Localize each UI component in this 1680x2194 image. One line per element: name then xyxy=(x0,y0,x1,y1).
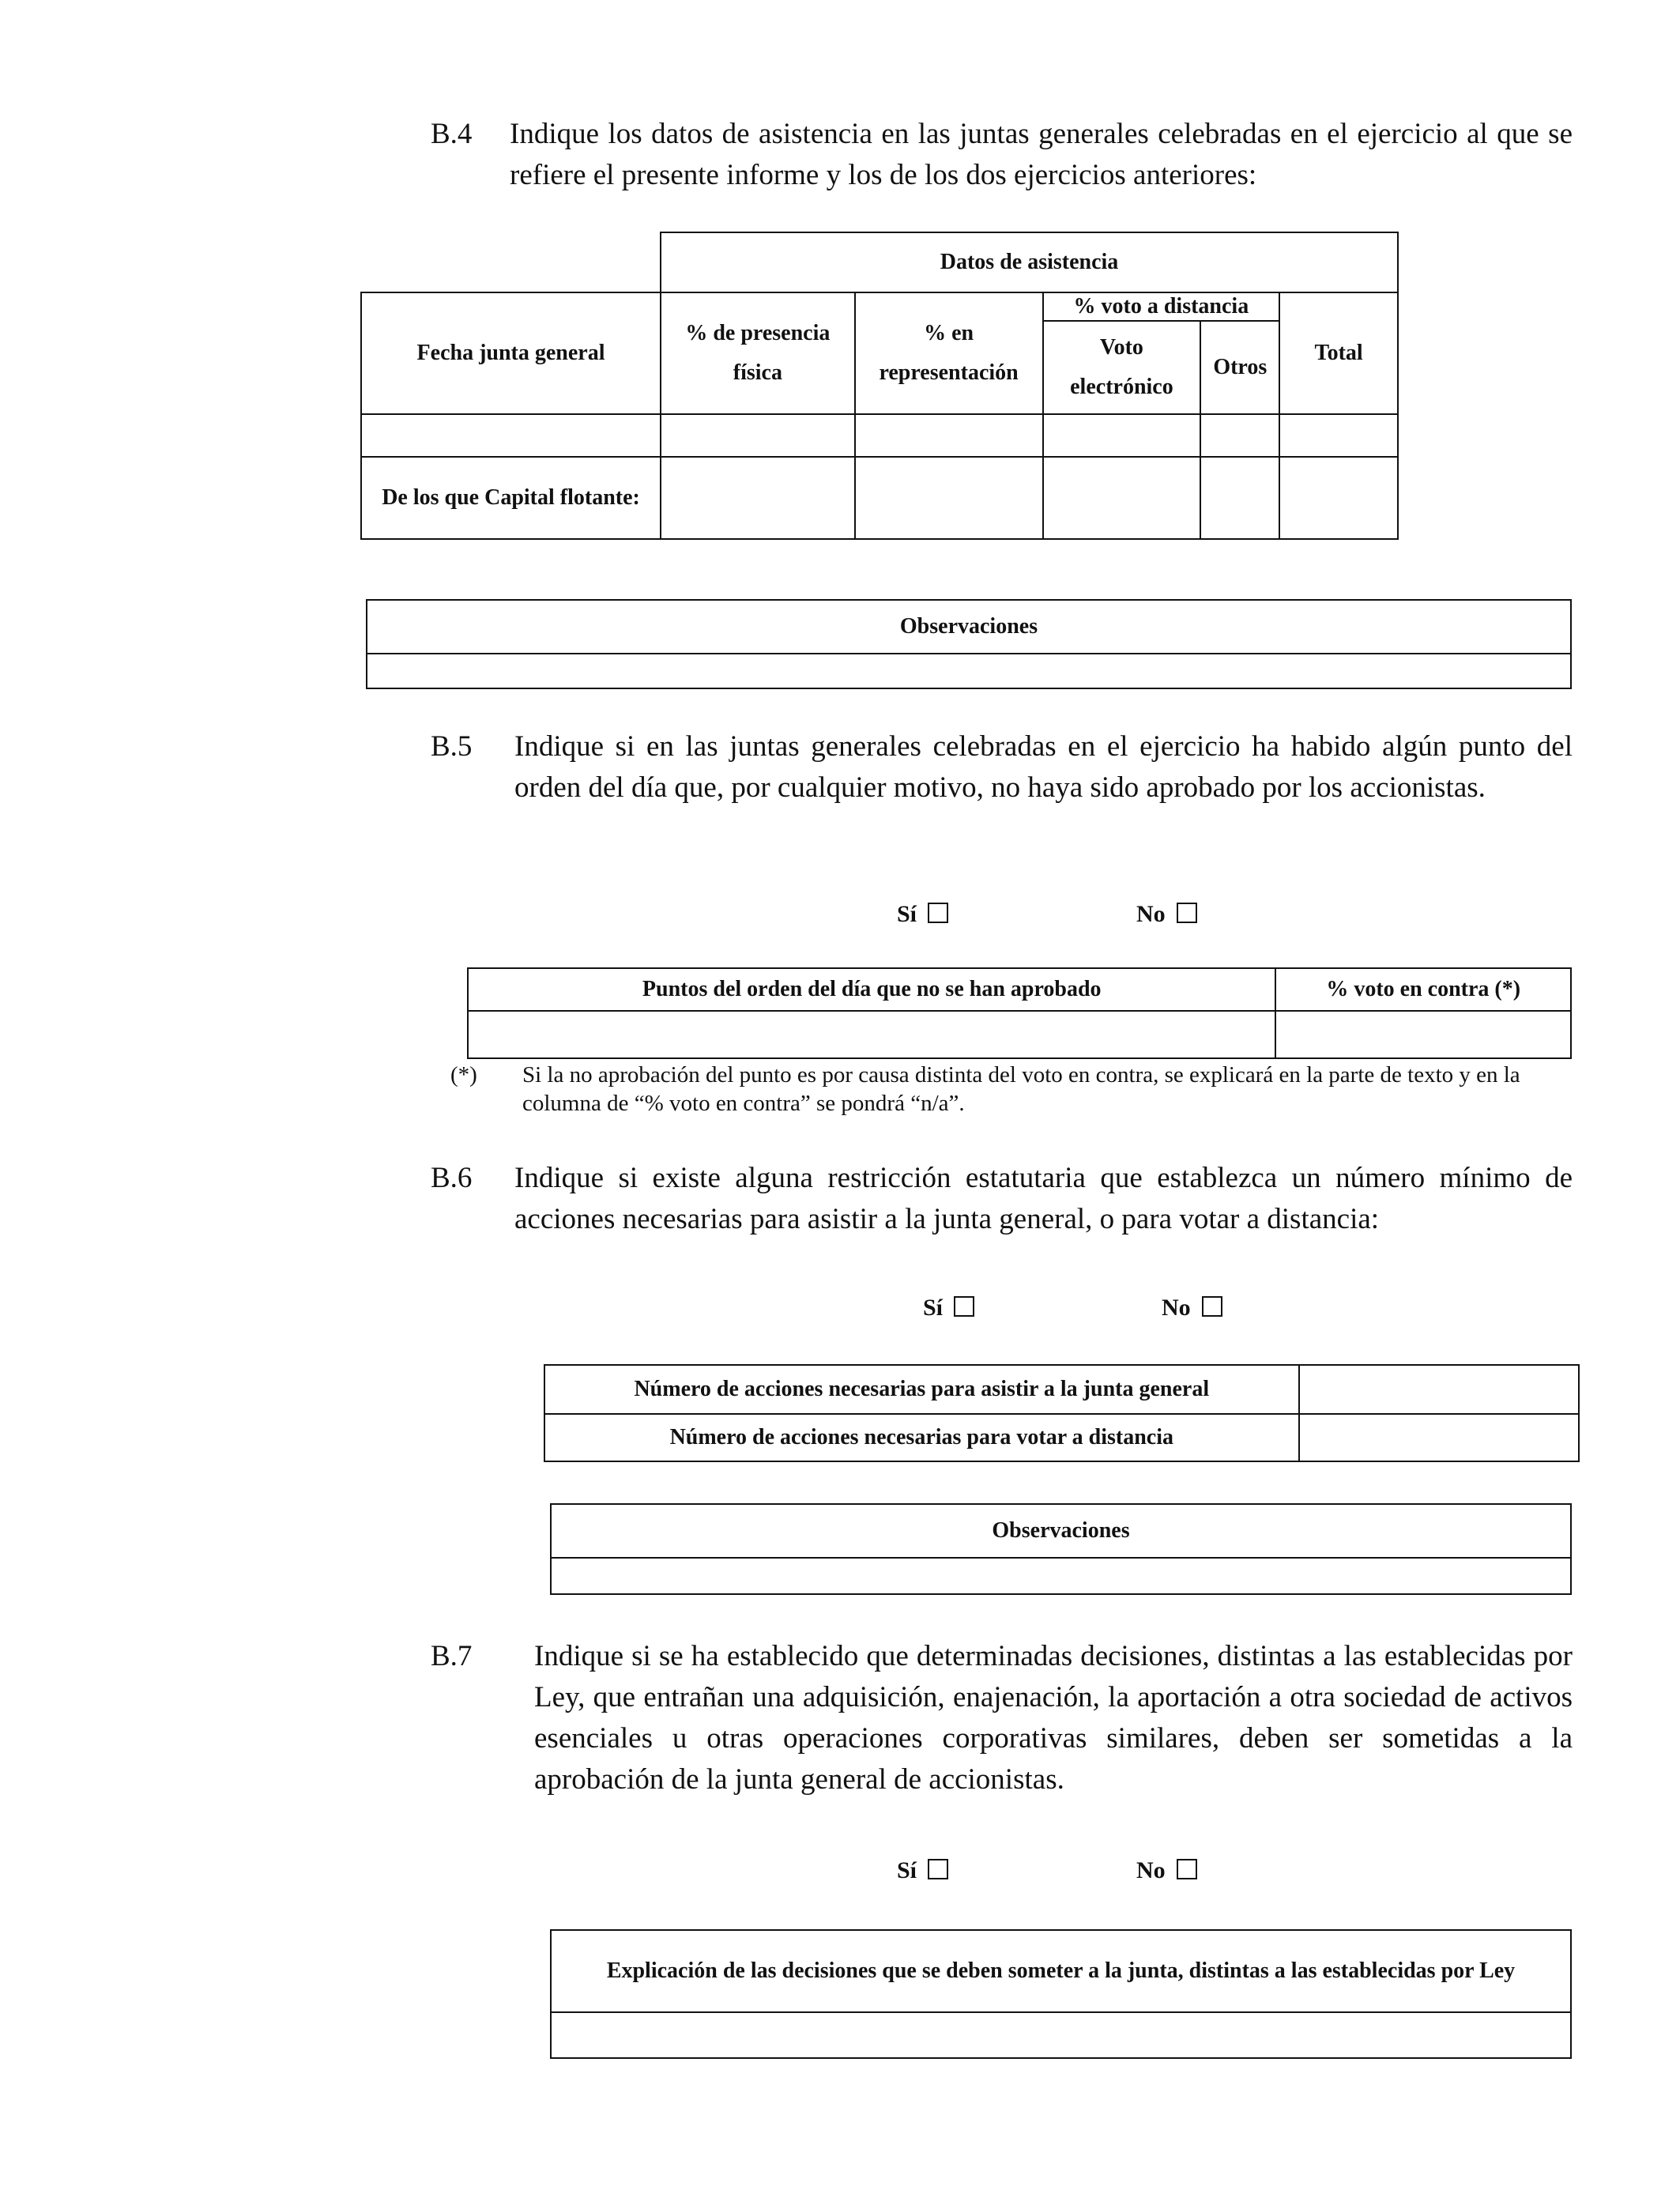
attendance-cell-empty[interactable] xyxy=(855,457,1043,539)
acciones-minimas-table xyxy=(544,1364,1580,1462)
b6-si-option[interactable] xyxy=(923,1295,974,1321)
footnote-mark: (*) xyxy=(450,1062,477,1088)
col-total: Total xyxy=(1279,292,1398,414)
observaciones-cell[interactable] xyxy=(367,654,1571,688)
b7-si-option[interactable] xyxy=(897,1857,948,1884)
col-puntos-no-aprobados: Puntos del orden del día que no se han aprobado xyxy=(468,968,1275,1011)
b6-no-option[interactable] xyxy=(1162,1295,1222,1321)
section-b5-number: B.5 xyxy=(431,730,473,763)
decisiones-header: Explicación de las decisiones que se deben someter a la junta, distintas a las establecidas por Ley xyxy=(551,1930,1571,2012)
decisiones-cell[interactable] xyxy=(551,2012,1571,2058)
attendance-table xyxy=(360,232,1399,540)
row-acciones-asistir: Número de acciones necesarias para asistir a la junta general xyxy=(544,1365,1299,1414)
attendance-cell-empty[interactable] xyxy=(855,414,1043,457)
decisiones-junta-table xyxy=(550,1929,1572,2059)
col-representacion: % en representación xyxy=(855,292,1043,414)
attendance-cell-empty[interactable] xyxy=(1043,457,1201,539)
attendance-cell-empty[interactable] xyxy=(661,414,855,457)
observaciones-header: Observaciones xyxy=(551,1504,1571,1558)
acciones-asistir-cell[interactable] xyxy=(1299,1365,1579,1414)
checkbox-icon[interactable] xyxy=(928,903,948,923)
checkbox-icon[interactable] xyxy=(1177,1859,1197,1879)
acciones-votar-cell[interactable] xyxy=(1299,1414,1579,1461)
section-b6-question: Indique si existe alguna restricción estatutaria que establezca un número mínimo de acciones necesarias para asistir a la junta general, o para votar a distancia: xyxy=(514,1162,1573,1235)
section-b4-number: B.4 xyxy=(431,118,473,150)
b7-no-label: No xyxy=(1136,1857,1166,1883)
observaciones-cell[interactable] xyxy=(551,1558,1571,1594)
b7-no-option[interactable] xyxy=(1136,1857,1197,1884)
section-b5-question: Indique si en las juntas generales celebradas en el ejercicio ha habido algún punto del orden del día que, por cualquier motivo, no haya sido aprobado por los accionistas. xyxy=(514,730,1573,804)
attendance-cell-empty[interactable] xyxy=(1279,457,1398,539)
checkbox-icon[interactable] xyxy=(1177,903,1197,923)
attendance-cell-empty[interactable] xyxy=(1043,414,1201,457)
section-b7-number: B.7 xyxy=(431,1640,473,1672)
attendance-group-header: Datos de asistencia xyxy=(661,232,1398,292)
col-otros: Otros xyxy=(1200,321,1279,414)
b5-si-label: Sí xyxy=(897,901,917,927)
observaciones-table-b6 xyxy=(550,1503,1572,1595)
row-capital-flotante: De los que Capital flotante: xyxy=(361,457,661,539)
b6-si-label: Sí xyxy=(923,1295,944,1321)
observaciones-table-b4 xyxy=(366,599,1572,689)
attendance-cell-empty[interactable] xyxy=(661,457,855,539)
checkbox-icon[interactable] xyxy=(928,1859,948,1879)
footnote-text: Si la no aprobación del punto es por causa distinta del voto en contra, se explicará en la parte de texto y en la columna de “% voto en contra” se pondrá “n/a”. xyxy=(522,1062,1520,1116)
col-fecha-junta: Fecha junta general xyxy=(361,292,661,414)
section-b6-number: B.6 xyxy=(431,1162,473,1194)
checkbox-icon[interactable] xyxy=(954,1296,974,1317)
b5-no-label: No xyxy=(1136,901,1166,927)
col-presencia-fisica: % de presencia física xyxy=(661,292,855,414)
col-voto-electronico: Voto electrónico xyxy=(1043,321,1201,414)
section-b4-question: Indique los datos de asistencia en las juntas generales celebradas en el ejercicio al que se refiere el presente informe y los de los dos ejercicios anteriores: xyxy=(510,118,1573,191)
attendance-cell-empty[interactable] xyxy=(1200,414,1279,457)
voto-contra-cell[interactable] xyxy=(1275,1011,1571,1058)
attendance-cell-empty[interactable] xyxy=(1279,414,1398,457)
puntos-no-aprobados-table xyxy=(467,967,1572,1059)
observaciones-header: Observaciones xyxy=(367,600,1571,654)
col-voto-en-contra: % voto en contra (*) xyxy=(1275,968,1571,1011)
section-b7-question: Indique si se ha establecido que determinadas decisiones, distintas a las establecidas por Ley, que entrañan una adquisición, enajenación, la aportación a otra sociedad de activos esenciales u otras operaciones corporativas similares, deben ser sometidas a la aprobación de la junta general de accionistas. xyxy=(534,1640,1573,1796)
attendance-cell-empty[interactable] xyxy=(1200,457,1279,539)
puntos-cell[interactable] xyxy=(468,1011,1275,1058)
b5-si-option[interactable] xyxy=(897,901,948,928)
col-voto-distancia: % voto a distancia xyxy=(1043,292,1280,321)
b7-si-label: Sí xyxy=(897,1857,917,1883)
attendance-cell-empty[interactable] xyxy=(361,414,661,457)
checkbox-icon[interactable] xyxy=(1202,1296,1222,1317)
b5-no-option[interactable] xyxy=(1136,901,1197,928)
row-acciones-votar: Número de acciones necesarias para votar a distancia xyxy=(544,1414,1299,1461)
b6-no-label: No xyxy=(1162,1295,1191,1321)
